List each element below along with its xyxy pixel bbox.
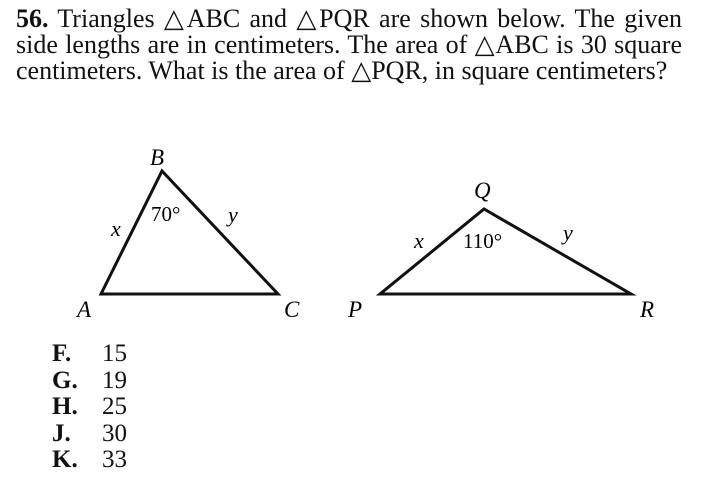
- answer-value: 19: [102, 366, 127, 394]
- question-prompt: Triangles △ABC and △PQR are shown below. The given side lengths are in centimeters. The area of △ABC is 30 square centimeters. What is the area of △PQR, in square centimeters?: [16, 4, 682, 85]
- answer-choice-h[interactable]: [52, 394, 127, 421]
- answer-letter: K.: [52, 446, 78, 473]
- answer-choice-g[interactable]: [52, 368, 127, 395]
- vertex-r-label: R: [640, 297, 655, 322]
- triangle-abc: [75, 145, 300, 322]
- answer-value: 15: [102, 340, 127, 367]
- triangle-pqr: [347, 178, 654, 322]
- question-number: 56.: [16, 4, 49, 33]
- vertex-b-label: B: [150, 145, 165, 170]
- answer-letter: J.: [52, 419, 71, 447]
- answer-value: 30: [102, 419, 127, 447]
- angle-b-label: 70°: [151, 202, 181, 226]
- vertex-q-label: Q: [474, 178, 491, 203]
- side-bc-label: y: [228, 202, 238, 227]
- answer-choice-k[interactable]: [52, 447, 127, 474]
- answer-choice-f[interactable]: [52, 341, 127, 368]
- triangle-abc-outline: [101, 171, 278, 294]
- vertex-p-label: P: [348, 297, 363, 322]
- answer-choices: [52, 341, 127, 474]
- side-pq-label: x: [414, 228, 424, 253]
- answer-value: 33: [102, 446, 127, 473]
- answer-letter: H.: [52, 393, 78, 420]
- side-ab-label: x: [111, 216, 121, 241]
- angle-q-label: 110°: [463, 229, 503, 253]
- answer-letter: G.: [52, 366, 78, 394]
- vertex-c-label: C: [284, 297, 300, 322]
- vertex-a-label: A: [77, 297, 92, 322]
- side-qr-label: y: [563, 220, 573, 245]
- answer-choice-j[interactable]: [52, 421, 127, 448]
- answer-letter: F.: [52, 340, 72, 367]
- answer-value: 25: [102, 393, 127, 420]
